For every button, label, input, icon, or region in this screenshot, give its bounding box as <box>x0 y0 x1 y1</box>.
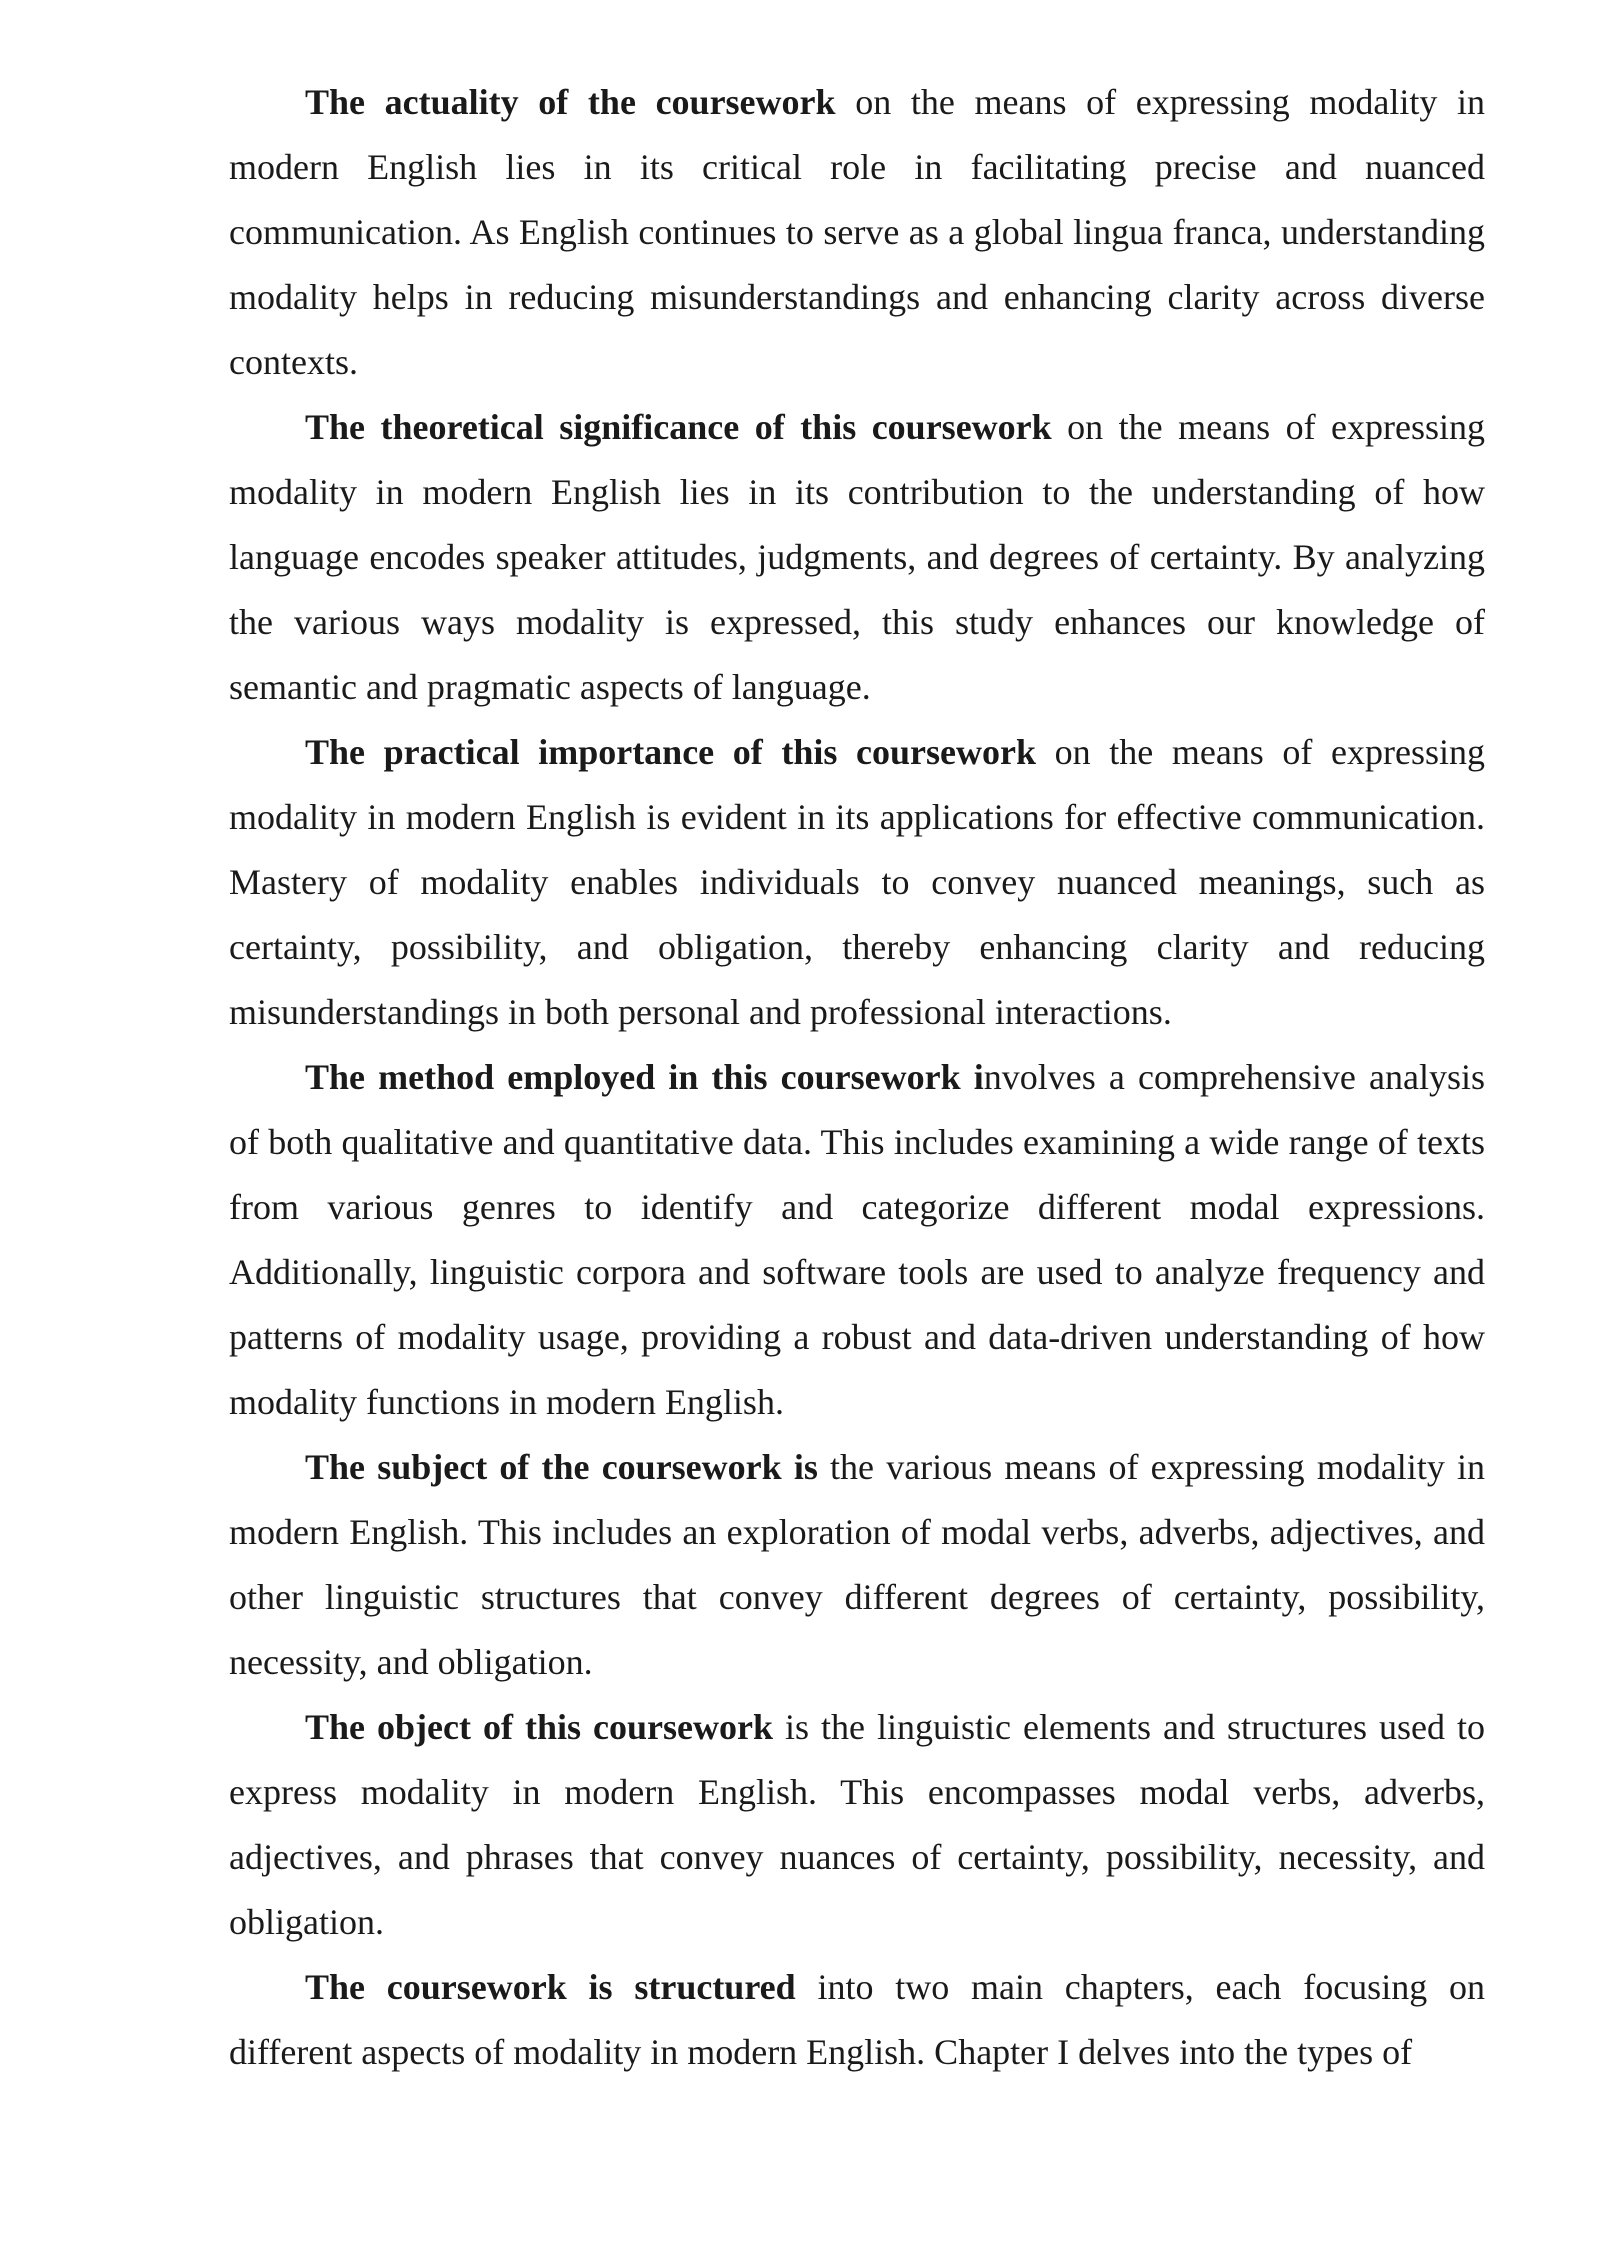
paragraph-text: is the linguistic elements and structures used to express modality in modern English. This encompasses modal verbs, adverbs, adjectives, and phrases that convey nuances of certainty, possibility, necessity, and obligation. <box>229 1707 1485 1942</box>
paragraph-lead: The actuality of the coursework <box>305 82 836 122</box>
paragraph-text: the various means of expressing modality in modern English. This includes an exploration of modal verbs, adverbs, adjectives, and other linguistic structures that convey different degrees of certainty, possibility, necessity, and obligation. <box>229 1447 1485 1682</box>
document-body <box>229 70 1485 2085</box>
paragraph-lead: The practical importance of this coursework <box>305 732 1036 772</box>
paragraph-text: into two main chapters, each focusing on different aspects of modality in modern English. Chapter I delves into the types of <box>229 1967 1485 2072</box>
paragraph-lead: The subject of the coursework is <box>305 1447 818 1487</box>
paragraph-theoretical-significance <box>229 395 1485 720</box>
paragraph-actuality <box>229 70 1485 395</box>
paragraph-practical-importance <box>229 720 1485 1045</box>
paragraph-object <box>229 1695 1485 1955</box>
paragraph-text: on the means of expressing modality in modern English lies in its contribution to the understanding of how language encodes speaker attitudes, judgments, and degrees of certainty. By analyzing the various ways modality is expressed, this study enhances our knowledge of semantic and pragmatic aspects of language. <box>229 407 1486 707</box>
paragraph-text: nvolves a comprehensive analysis of both qualitative and quantitative data. This includes examining a wide range of texts from various genres to identify and categorize different modal expressions. Additionally, linguistic corpora and software tools are used to analyze frequency and patterns of modality usage, providing a robust and data-driven understanding of how modality functions in modern English. <box>229 1057 1486 1422</box>
paragraph-subject <box>229 1435 1485 1695</box>
paragraph-lead: The theoretical significance of this coursework <box>305 407 1052 447</box>
paragraph-method <box>229 1045 1485 1435</box>
paragraph-lead: The coursework is structured <box>305 1967 796 2007</box>
paragraph-lead: The method employed in this coursework i <box>305 1057 984 1097</box>
paragraph-text: on the means of expressing modality in modern English lies in its critical role in facilitating precise and nuanced communication. As English continues to serve as a global lingua franca, understanding modality helps in reducing misunderstandings and enhancing clarity across diverse contexts. <box>229 82 1485 382</box>
paragraph-text: on the means of expressing modality in modern English is evident in its applications for effective communication. Mastery of modality enables individuals to convey nuanced meanings, such as certainty, possibility, and obligation, thereby enhancing clarity and reducing misunderstandings in both personal and professional interactions. <box>229 732 1485 1032</box>
paragraph-structure <box>229 1955 1485 2085</box>
paragraph-lead: The object of this coursework <box>305 1707 773 1747</box>
